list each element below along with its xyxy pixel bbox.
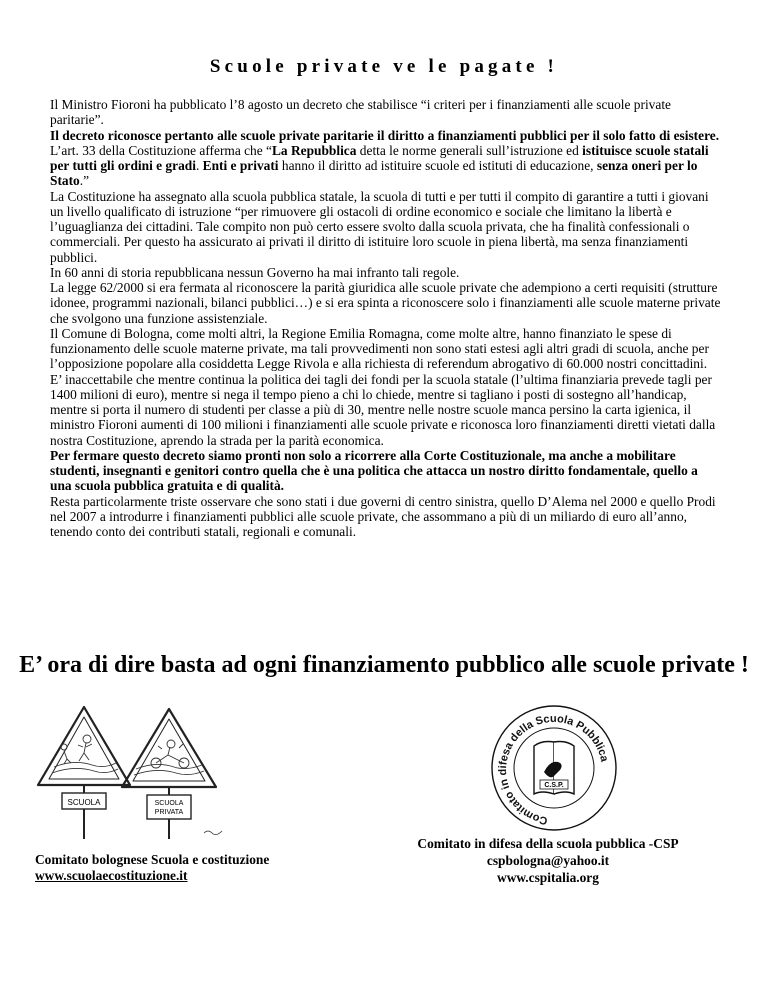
left-caption-link[interactable]: www.scuolaecostituzione.it bbox=[35, 868, 188, 883]
road-sign-cartoon bbox=[34, 703, 234, 843]
emphasized-text: Enti e privati bbox=[202, 158, 279, 173]
page-title: Scuole private ve le pagate ! bbox=[209, 56, 559, 77]
text-run: Il Comune di Bologna, come molti altri, la Regione Emilia Romagna, come molte altre, hanno finanziato le spese di funzionamento delle scuole materne private, ma tali provvedimenti non sono stati estesi agli altri gradi di scuola, anche per l’opposizione popolare alla cosiddetta Legge Rivola e alla richiesta di referendum abrogativo di 60.000 nostri concittadini. bbox=[50, 325, 709, 372]
text-run: hanno il diritto ad istituire scuole ed istituti di educazione, bbox=[278, 158, 597, 173]
right-caption bbox=[378, 835, 718, 886]
body-paragraph bbox=[50, 97, 722, 128]
text-run: Il Ministro Fioroni ha pubblicato l’8 agosto un decreto che stabilisce “i criteri per i finanziamenti alle scuole private paritarie”. bbox=[50, 97, 671, 128]
emphasized-text: Per fermare questo decreto siamo pronti non solo a ricorrere alla Corte Costituzionale, ma anche a mobilitare studenti, insegnanti e genitori contro quella che è una politica che attacca un nostro diritto fondamentale, quello a una scuola pubblica gratuita e di qualità. bbox=[50, 447, 698, 494]
body-paragraph bbox=[50, 128, 722, 143]
text-run: . bbox=[195, 158, 203, 173]
body-paragraph bbox=[50, 189, 722, 265]
sign-label-scuola-privata-line2: PRIVATA bbox=[154, 809, 184, 816]
right-caption-email[interactable]: cspbologna@yahoo.it bbox=[486, 853, 610, 868]
headline: E’ ora di dire basta ad ogni finanziamento pubblico alle scuole private ! bbox=[19, 652, 749, 678]
text-run: La legge 62/2000 si era fermata al riconoscere la parità giuridica alle scuole private che adempiono a certi requisiti (strutture idonee, programmi nazionali, bilanci pubblici…) e si era spinta a riconoscere solo i finanziamenti alle scuole materne private che svolgono una funzione assistenziale. bbox=[50, 280, 721, 326]
body-paragraph bbox=[50, 280, 722, 326]
emphasized-text: istituisce scuole statali per tutti gli ordini e gradi bbox=[50, 142, 709, 173]
text-run: E’ inaccettabile che mentre continua la politica dei tagli dei fondi per la scuola statale (l’ultima finanziaria prevede tagli per 1400 milioni di euro), mentre si nega il tempo pieno a chi lo chiede, mentre si tagliano i posti di sostegno all’handicap, mentre si porta il numero di studenti per classe a più di 30, mentre nelle nostre scuole manca persino la carta igienica, il ministro Fioroni aumenti di 100 milioni i finanziamenti alle scuole private e riconosca loro finanziamenti diretti vietati dalla nostra Costituzione, aprendo la strada per la parità economica. bbox=[50, 371, 716, 448]
body-paragraph bbox=[50, 143, 722, 189]
article-body bbox=[50, 97, 722, 539]
emphasized-text: senza oneri per lo Stato bbox=[50, 158, 698, 189]
body-paragraph bbox=[50, 494, 722, 540]
body-paragraph bbox=[50, 448, 722, 494]
sign-label-scuola: SCUOLA bbox=[67, 798, 101, 807]
seal-acronym: C.S.P. bbox=[544, 782, 564, 789]
text-run: In 60 anni di storia repubblicana nessun Governo ha mai infranto tali regole. bbox=[50, 264, 460, 280]
body-paragraph bbox=[50, 326, 722, 372]
right-caption-website[interactable]: www.cspitalia.org bbox=[497, 870, 599, 885]
text-run: L’art. 33 della Costituzione afferma che “ bbox=[50, 142, 272, 158]
text-run: Resta particolarmente triste osservare che sono stati i due governi di centro sinistra, quello D’Alema nel 2000 e quello Prodi nel 2007 a introdurre i finanziamenti pubblici alle scuole private, che assommano a più di un miliardo di euro all’anno, tenendo conto dei contributi statali, regionali e comunali. bbox=[50, 493, 716, 539]
right-caption-name: Comitato in difesa della scuola pubblica -CSP bbox=[417, 836, 679, 851]
text-run: detta le norme generali sull’istruzione ed bbox=[356, 142, 583, 158]
sign-label-scuola-privata-line1: SCUOLA bbox=[154, 800, 184, 807]
text-run: .” bbox=[79, 173, 90, 189]
emphasized-text: La Repubblica bbox=[271, 142, 357, 158]
text-run: La Costituzione ha assegnato alla scuola pubblica statale, la scuola di tutti e per tutti il compito di garantire a tutti i giovani un livello qualificato di istruzione “per rimuovere gli ostacoli di ordine economico e sociale che limitano la libertà e l’uguaglianza dei cittadini. Tale compito non può certo essere svolto dalla scuola privata, che ha finalità confessionali o commerciali. Per questo ha assicurato ai privati il diritto di istituire loro scuole in piena libertà, ma senza finanziamenti pubblici. bbox=[50, 188, 709, 265]
body-paragraph bbox=[50, 372, 722, 448]
left-caption-name: Comitato bolognese Scuola e costituzione bbox=[35, 852, 270, 867]
emphasized-text: Il decreto riconosce pertanto alle scuole private paritarie il diritto a finanziamenti pubblici per il solo fatto di esistere. bbox=[50, 127, 720, 143]
body-paragraph bbox=[50, 265, 722, 280]
csp-seal-logo bbox=[484, 702, 624, 832]
seal-ring-text: Comitato in difesa della Scuola Pubblica bbox=[496, 712, 611, 827]
left-caption bbox=[35, 852, 269, 884]
